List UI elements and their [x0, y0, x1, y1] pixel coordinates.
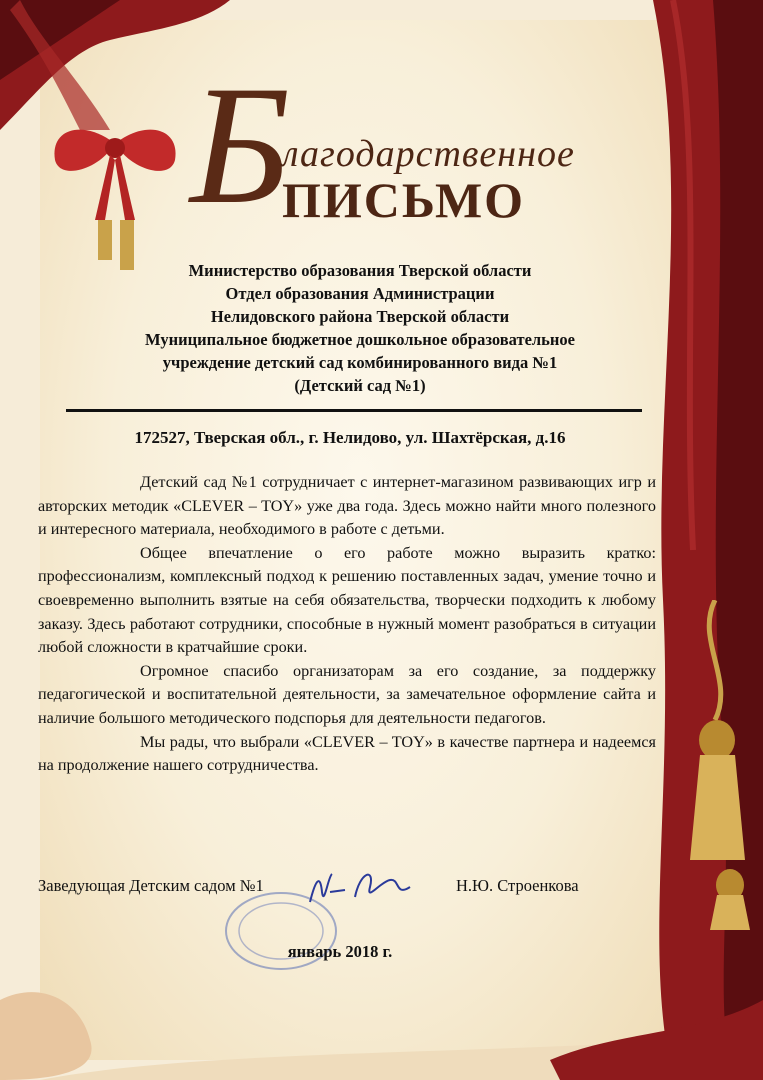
title-main-word: ПИСЬМО	[282, 172, 526, 228]
letter-body	[38, 471, 656, 778]
header-line: (Детский сад №1)	[294, 376, 426, 395]
letter-date: январь 2018 г.	[287, 942, 393, 961]
header-line: Нелидовского района Тверской области	[210, 307, 510, 326]
handwritten-signature	[300, 862, 420, 912]
header-line: Муниципальное бюджетное дошкольное образовательное	[145, 330, 575, 349]
red-bow-with-tassels	[40, 80, 190, 280]
header-line: Отдел образования Администрации	[225, 284, 495, 303]
body-paragraph: Огромное спасибо организаторам за его создание, за поддержку педагогической и воспитательной деятельности, за замечательное оформление сайта и наличие большого методического подспорья для деятельности педагогов.	[38, 661, 656, 727]
header-line: учреждение детский сад комбинированного вида №1	[162, 353, 558, 372]
title-script-line: лагодарственное	[282, 133, 575, 175]
gold-tassel-decoration	[675, 600, 763, 930]
signer-position: Заведующая Детским садом №1	[38, 876, 264, 895]
body-paragraph: Детский сад №1 сотрудничает с интернет-магазином развивающих игр и авторских методик «CLEVER – TOY» уже два года. Здесь можно найти много полезного и интересного материала, необходимого в работе с детьми.	[38, 473, 656, 539]
header-line: Министерство образования Тверской области	[188, 261, 532, 280]
header-divider	[66, 409, 642, 412]
signer-name: Н.Ю. Строенкова	[456, 876, 579, 895]
organization-header	[60, 259, 660, 397]
body-paragraph: Общее впечатление о его работе можно выразить кратко: профессионализм, комплексный подход к решению поставленных задач, умение точно и своевременно выполнить взятые на себя обязательства, творчески подходить к любому заказу. Здесь работают сотрудники, способные в нужный момент разобраться в ситуации любой сложности в кратчайшие сроки.	[38, 543, 656, 657]
title-decorative-capital: Б	[190, 51, 291, 239]
body-paragraph: Мы рады, что выбрали «CLEVER – TOY» в качестве партнера и надеемся на продолжение нашего сотрудничества.	[38, 732, 656, 775]
organization-address: 172527, Тверская обл., г. Нелидово, ул. Шахтёрская, д.16	[134, 428, 566, 447]
